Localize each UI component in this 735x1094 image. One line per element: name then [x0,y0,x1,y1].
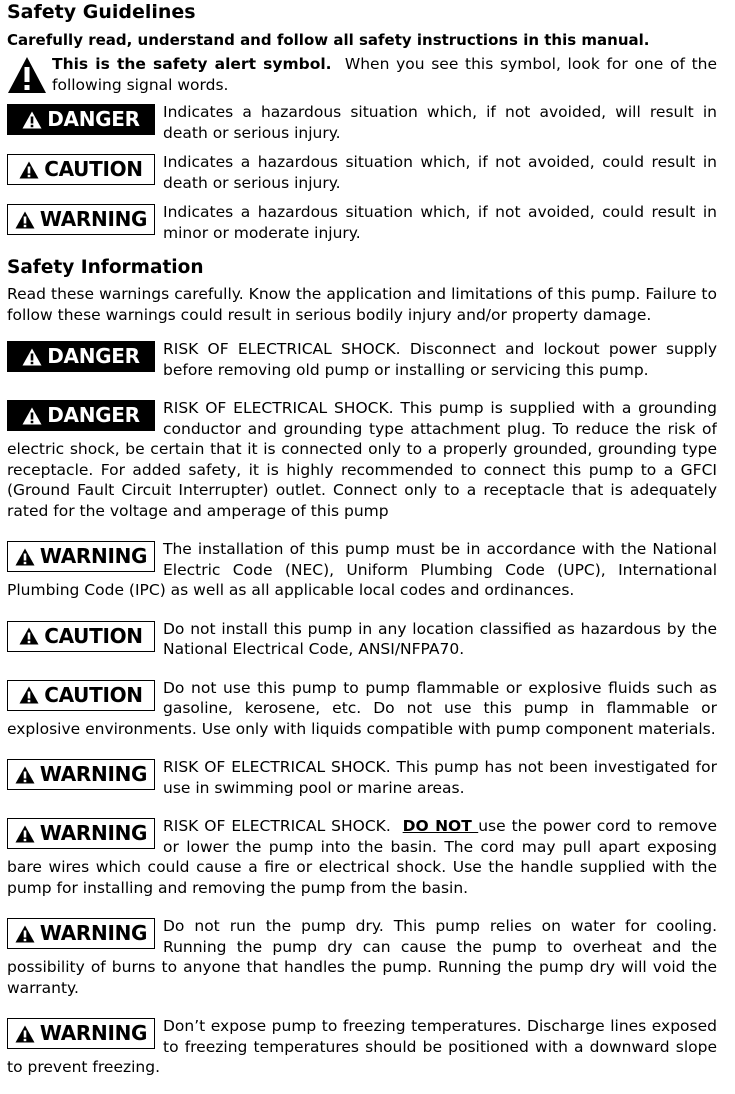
safety-guidelines-page [7,0,717,1078]
signal-word: DANGER [47,344,140,369]
warning-signal-badge [7,541,155,572]
alert-symbol-row [7,54,717,96]
signal-word: CAUTION [44,623,143,648]
signal-words-list [7,102,717,244]
safety-warning-item [7,1016,717,1078]
signal-word: DANGER [47,107,140,132]
warning-signal-badge [7,918,155,949]
safety-warning-item [7,398,717,521]
safety-warning-item [7,916,717,998]
alert-triangle-icon [22,407,42,425]
alert-triangle-icon [15,925,35,943]
alert-triangle-icon [19,627,39,645]
alert-triangle-icon [22,348,42,366]
signal-word-definition [7,202,717,244]
page-title: Safety Guidelines [7,1,196,23]
alert-triangle-icon [19,161,39,179]
warning-text: RISK OF ELECTRICAL SHOCK. Disconnect and lockout power supply before removing old pump or installing or servicing this pump. [163,340,717,379]
alert-triangle-icon [22,111,42,129]
alert-triangle-icon [15,1025,35,1043]
signal-word-definition [7,152,717,194]
safety-warning-item [7,619,717,660]
safety-warning-item [7,816,717,898]
section-heading: Safety Information [7,257,204,278]
signal-word: CAUTION [44,682,143,707]
warning-text: RISK OF ELECTRICAL SHOCK. This pump has not been investigated for use in swimming pool or marine areas. [163,758,717,797]
alert-triangle-icon [15,766,35,784]
warning-text-lead: RISK OF ELECTRICAL SHOCK. [163,817,403,835]
caution-signal-badge [7,621,155,652]
caution-signal-badge [7,680,155,711]
signal-word-definition [7,102,717,144]
warning-text: RISK OF ELECTRICAL SHOCK. This pump is supplied with a grounding conductor and grounding type attachment plug. To reduce the risk of electric shock, be certain that it is connected only to a properly grounded, grounding type receptacle. For added safety, it is highly recommended to connect this pump to a GFCI (Ground Fault Circuit Interrupter) outlet. Connect only to a receptacle that is adequately rated for the voltage and amperage of this pump [7,399,717,520]
safety-warning-item [7,339,717,380]
danger-signal-badge [7,104,155,135]
warning-text: Do not use this pump to pump flammable or explosive fluids such as gasoline, kerosene, etc. Do not use this pump in flammable or explosive environments. Use only with liquids compatible with pump component materials. [7,678,717,738]
signal-word: CAUTION [44,157,143,182]
danger-signal-badge [7,341,155,372]
alert-triangle-icon [15,825,35,843]
alert-symbol-desc: When you see this symbol, look for one of the following signal words. [52,55,717,94]
warning-text: The installation of this pump must be in accordance with the National Electric Code (NEC), Uniform Plumbing Code (UPC), International Plumbing Code (IPC) as well as all applicable local codes and ordinances. [7,540,717,599]
alert-triangle-icon [15,548,35,566]
warning-text-emphasis: DO NOT [402,817,479,835]
warning-signal-badge [7,818,155,849]
alert-triangle-icon [19,686,39,704]
caution-signal-badge [7,154,155,185]
warning-text: use the power cord to remove or lower the pump into the basin. The cord may pull apart exposing bare wires which could cause a fire or electrical shock. Use the handle supplied with the pump for installing and removing the pump from the basin. [7,817,717,897]
signal-word-description: Indicates a hazardous situation which, if not avoided, could result in death or serious injury. [163,153,717,192]
signal-word: WARNING [39,1021,148,1046]
warning-signal-badge [7,1018,155,1049]
signal-word: WARNING [39,821,148,846]
intro-text: Carefully read, understand and follow all safety instructions in this manual. [7,31,650,49]
signal-word: WARNING [39,207,148,232]
safety-warning-item [7,757,717,798]
alert-triangle-icon [15,211,35,229]
warning-text: Do not run the pump dry. This pump relies on water for cooling. Running the pump dry can cause the pump to overheat and the possibility of burns to anyone that handles the pump. Running the pump dry will void the warranty. [7,917,717,997]
signal-word: DANGER [47,403,140,428]
signal-word: WARNING [39,921,148,946]
signal-word-description: Indicates a hazardous situation which, if not avoided, will result in death or serious injury. [163,103,717,142]
safety-info-paragraph: Read these warnings carefully. Know the application and limitations of this pump. Failure to follow these warnings could result in serious bodily injury and/or property damage. [7,285,717,324]
safety-alert-triangle-icon [7,56,47,94]
warning-signal-badge [7,759,155,790]
signal-word: WARNING [39,544,148,569]
alert-symbol-text [52,54,717,96]
warning-signal-badge [7,204,155,235]
signal-word-description: Indicates a hazardous situation which, if not avoided, could result in minor or moderate injury. [163,203,717,242]
alert-symbol-bold: This is the safety alert symbol. [52,55,332,73]
danger-signal-badge [7,400,155,431]
warning-text: Don’t expose pump to freezing temperatures. Discharge lines exposed to freezing temperatures should be positioned with a downward slope to prevent freezing. [7,1017,717,1076]
safety-warning-item [7,539,717,601]
signal-word: WARNING [39,762,148,787]
safety-items-list [7,339,717,1078]
safety-warning-item [7,678,717,740]
warning-text: Do not install this pump in any location classified as hazardous by the National Electrical Code, ANSI/NFPA70. [163,619,717,658]
